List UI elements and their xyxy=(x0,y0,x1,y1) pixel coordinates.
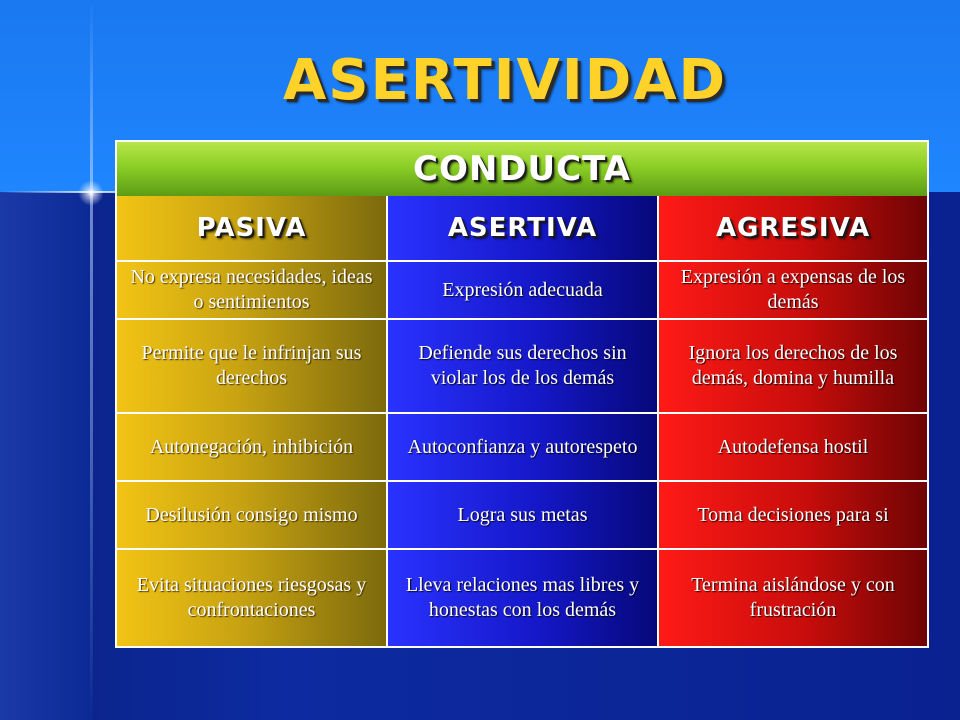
table-cell-asertiva-5: Lleva relaciones mas libres y honestas con los demás xyxy=(388,550,657,646)
table-cell-pasiva-1: No expresa necesidades, ideas o sentimientos xyxy=(117,262,386,318)
table-cell-agresiva-1: Expresión a expensas de los demás xyxy=(659,262,927,318)
table-cell-pasiva-3: Autonegación, inhibición xyxy=(117,414,386,480)
column-header-pasiva: PASIVA xyxy=(117,196,386,260)
table-cell-asertiva-3: Autoconfianza y autorespeto xyxy=(388,414,657,480)
table-cell-asertiva-2: Defiende sus derechos sin violar los de los demás xyxy=(388,320,657,412)
column-header-agresiva: AGRESIVA xyxy=(659,196,927,260)
background-left-strip xyxy=(0,192,92,720)
column-header-asertiva: ASERTIVA xyxy=(388,196,657,260)
table-cell-pasiva-4: Desilusión consigo mismo xyxy=(117,482,386,548)
table-header-conducta: CONDUCTA xyxy=(117,142,927,196)
table-cell-agresiva-4: Toma decisiones para si xyxy=(659,482,927,548)
table-cell-agresiva-2: Ignora los derechos de los demás, domina y humilla xyxy=(659,320,927,412)
table-cell-agresiva-3: Autodefensa hostil xyxy=(659,414,927,480)
decorative-sparkle xyxy=(76,178,106,208)
behavior-table xyxy=(115,140,929,648)
table-cell-agresiva-5: Termina aislándose y con frustración xyxy=(659,550,927,646)
table-cell-asertiva-1: Expresión adecuada xyxy=(388,262,657,318)
table-cell-pasiva-5: Evita situaciones riesgosas y confrontaciones xyxy=(117,550,386,646)
slide-title: ASERTIVIDAD xyxy=(282,48,728,113)
table-cell-asertiva-4: Logra sus metas xyxy=(388,482,657,548)
table-cell-pasiva-2: Permite que le infrinjan sus derechos xyxy=(117,320,386,412)
